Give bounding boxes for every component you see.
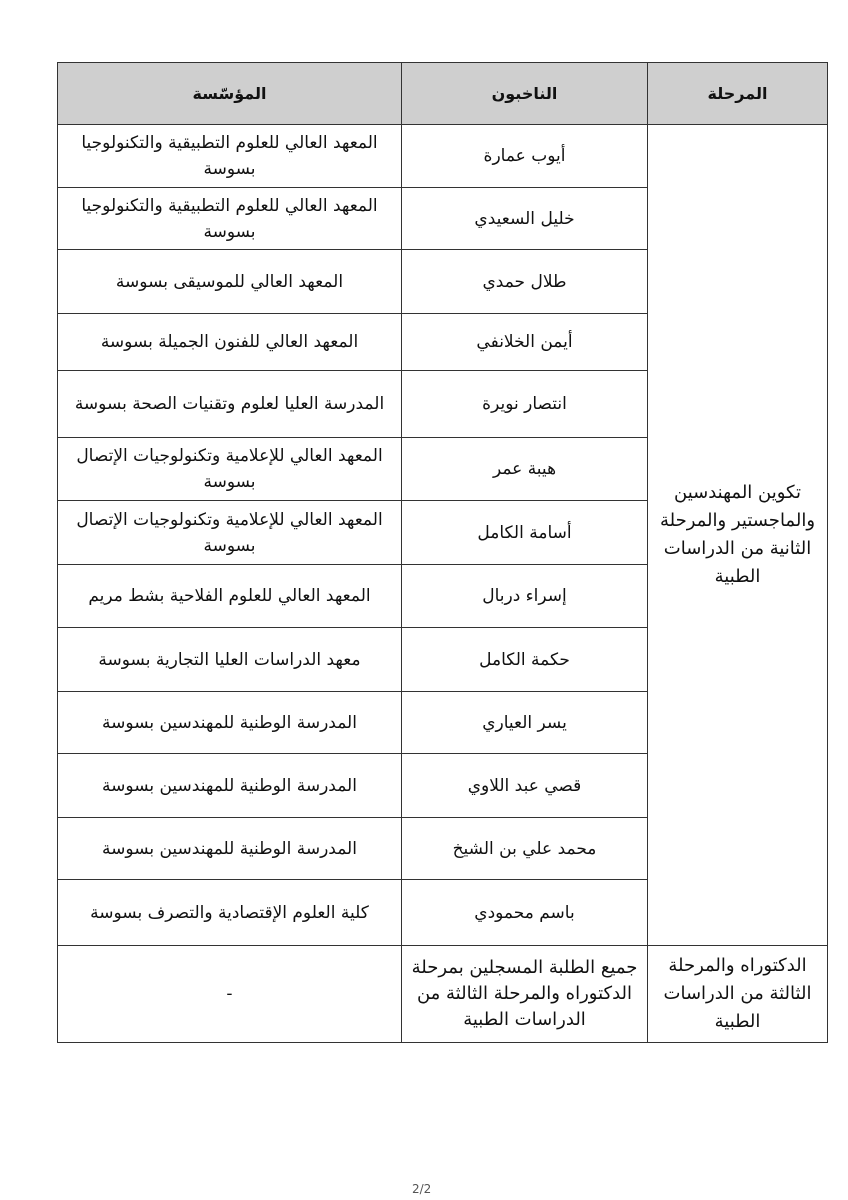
- table-row: [58, 125, 828, 188]
- stage-cell: الدكتوراه والمرحلة الثالثة من الدراسات الطبية: [648, 946, 828, 1043]
- table-row: [58, 946, 828, 1043]
- candidate-cell: أيمن الخلانفي: [402, 314, 648, 371]
- institution-cell: المدرسة الوطنية للمهندسين بسوسة: [58, 818, 402, 880]
- candidate-cell: حكمة الكامل: [402, 628, 648, 692]
- candidate-cell: جميع الطلبة المسجلين بمرحلة الدكتوراه والمرحلة الثالثة من الدراسات الطبية: [402, 946, 648, 1043]
- candidate-cell: طلال حمدي: [402, 250, 648, 314]
- candidate-cell: محمد علي بن الشيخ: [402, 818, 648, 880]
- header-stage: المرحلة: [648, 63, 828, 125]
- candidate-cell: انتصار نويرة: [402, 371, 648, 438]
- institution-cell: المدرسة العليا لعلوم وتقنيات الصحة بسوسة: [58, 371, 402, 438]
- institution-cell: المعهد العالي للإعلامية وتكنولوجيات الإتصال بسوسة: [58, 438, 402, 501]
- candidate-cell: خليل السعيدي: [402, 188, 648, 250]
- header-institution: المؤسّسة: [58, 63, 402, 125]
- institution-cell: -: [58, 946, 402, 1043]
- institution-cell: المعهد العالي للعلوم الفلاحية بشط مريم: [58, 565, 402, 628]
- candidate-cell: أسامة الكامل: [402, 501, 648, 565]
- electors-table: [57, 62, 828, 1043]
- header-candidates: الناخبون: [402, 63, 648, 125]
- institution-cell: المعهد العالي للموسيقى بسوسة: [58, 250, 402, 314]
- institution-cell: المعهد العالي للفنون الجميلة بسوسة: [58, 314, 402, 371]
- institution-cell: معهد الدراسات العليا التجارية بسوسة: [58, 628, 402, 692]
- candidate-cell: هيبة عمر: [402, 438, 648, 501]
- candidate-cell: يسر العياري: [402, 692, 648, 754]
- institution-cell: المعهد العالي للعلوم التطبيقية والتكنولوجيا بسوسة: [58, 125, 402, 188]
- candidate-cell: أيوب عمارة: [402, 125, 648, 188]
- candidate-cell: إسراء دربال: [402, 565, 648, 628]
- candidate-cell: قصي عبد اللاوي: [402, 754, 648, 818]
- institution-cell: كلية العلوم الإقتصادية والتصرف بسوسة: [58, 880, 402, 946]
- institution-cell: المدرسة الوطنية للمهندسين بسوسة: [58, 754, 402, 818]
- institution-cell: المدرسة الوطنية للمهندسين بسوسة: [58, 692, 402, 754]
- stage-cell: تكوين المهندسين والماجستير والمرحلة الثانية من الدراسات الطبية: [648, 125, 828, 946]
- header-row: [58, 63, 828, 125]
- institution-cell: المعهد العالي للعلوم التطبيقية والتكنولوجيا بسوسة: [58, 188, 402, 250]
- page-number: 2/2: [412, 1182, 432, 1196]
- institution-cell: المعهد العالي للإعلامية وتكنولوجيات الإتصال بسوسة: [58, 501, 402, 565]
- candidate-cell: باسم محمودي: [402, 880, 648, 946]
